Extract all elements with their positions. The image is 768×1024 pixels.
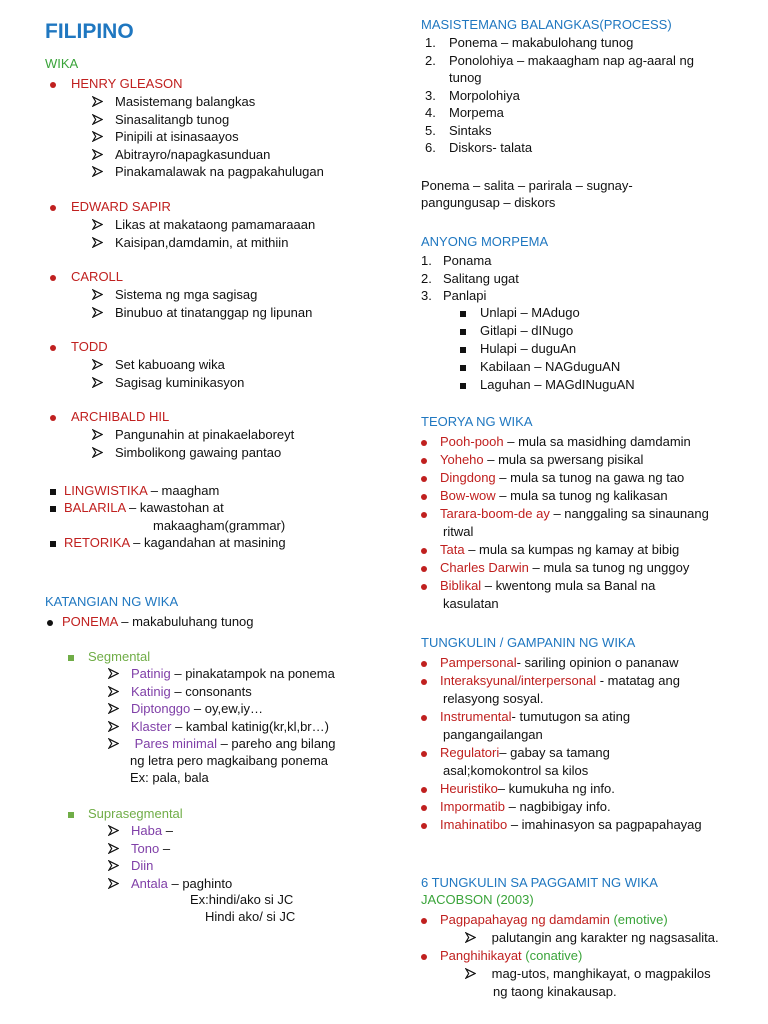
square-bullet-icon xyxy=(460,383,466,389)
arrow-bullet-icon xyxy=(92,149,103,160)
list-item: Instrumental- tumutugon sa ating xyxy=(421,708,630,725)
heading-anyong-morpema: ANYONG MORPEMA xyxy=(421,234,549,249)
term-retorika: RETORIKA – kagandahan at masining xyxy=(50,534,286,551)
list-item: Set kabuoang wika xyxy=(92,356,225,373)
list-item: Klaster – kambal katinig(kr,kl,br…) xyxy=(108,718,329,735)
square-bullet-icon xyxy=(460,365,466,371)
arrow-bullet-icon xyxy=(108,721,119,732)
arrow-bullet-icon xyxy=(92,114,103,125)
author-sapir: EDWARD SAPIR xyxy=(50,198,171,215)
arrow-bullet-icon xyxy=(108,843,119,854)
arrow-bullet-icon xyxy=(465,968,476,979)
list-item: 5. Sintaks xyxy=(425,122,492,138)
list-item: Kabilaan – NAGduguAN xyxy=(460,358,620,375)
bullet-dot-icon xyxy=(421,918,427,924)
list-item: Sinasalitangb tunog xyxy=(92,111,229,128)
list-item: asal;komokontrol sa kilos xyxy=(443,763,589,778)
list-item: Masistemang balangkas xyxy=(92,93,255,110)
balarila-cont: makaagham(grammar) xyxy=(153,518,286,533)
arrow-bullet-icon xyxy=(108,825,119,836)
bullet-dot-icon xyxy=(421,566,427,572)
list-item: 3. Panlapi xyxy=(421,288,487,303)
bullet-dot-icon xyxy=(421,823,427,829)
heading-jakobson-2: JACOBSON (2003) xyxy=(421,892,534,907)
list-item: pangangailangan xyxy=(443,727,543,742)
list-item: Tono – xyxy=(108,840,170,857)
list-item: Tarara-boom-de ay – nanggaling sa sinaunang xyxy=(421,505,709,522)
arrow-bullet-icon xyxy=(92,131,103,142)
list-item: Tata – mula sa kumpas ng kamay at bibig xyxy=(421,541,679,558)
page-title: FILIPINO xyxy=(45,20,134,43)
square-bullet-icon xyxy=(68,655,74,661)
heading-jakobson-1: 6 TUNGKULIN SA PAGGAMIT NG WIKA xyxy=(421,875,658,890)
list-item: 1. Ponema – makabulohang tunog xyxy=(425,35,634,50)
list-item: 2. Salitang ugat xyxy=(421,270,519,286)
arrow-bullet-icon xyxy=(92,447,103,458)
bullet-dot-icon xyxy=(421,494,427,500)
list-item: Bow-wow – mula sa tunog ng kalikasan xyxy=(421,487,668,504)
list-item: Pinipili at isinasaayos xyxy=(92,128,239,145)
bullet-dot-icon xyxy=(47,620,53,626)
author-caroll: CAROLL xyxy=(50,268,123,285)
heading-suprasegmental: Suprasegmental xyxy=(68,805,183,822)
list-item: Abitrayro/napagkasunduan xyxy=(92,146,270,163)
list-item: Patinig – pinakatampok na ponema xyxy=(108,665,335,682)
list-item: Pooh-pooh – mula sa masidhing damdamin xyxy=(421,433,691,450)
list-item: 1. Ponama xyxy=(421,253,492,268)
jakobson-conative-sub: mag-utos, manghikayat, o magpakilos xyxy=(465,965,711,982)
term-balarila: BALARILA – kawastohan at xyxy=(50,499,224,516)
chain-line-2: pangungusap – diskors xyxy=(421,195,556,210)
jakobson-conative: Panghihikayat (conative) xyxy=(421,947,582,964)
heading-katangian: KATANGIAN NG WIKA xyxy=(45,594,179,609)
arrow-bullet-icon xyxy=(108,686,119,697)
list-item: Haba – xyxy=(108,822,173,839)
list-item: Likas at makataong pamamaraaan xyxy=(92,216,315,233)
list-item: kasulatan xyxy=(443,596,499,611)
heading-wika: WIKA xyxy=(45,56,79,71)
jakobson-conative-sub-2: ng taong kinakausap. xyxy=(493,984,617,999)
list-item: Yoheho – mula sa pwersang pisikal xyxy=(421,451,643,468)
arrow-bullet-icon xyxy=(92,237,103,248)
list-item: Hulapi – duguAn xyxy=(460,340,576,357)
arrow-bullet-icon xyxy=(92,429,103,440)
list-item: relasyong sosyal. xyxy=(443,691,544,706)
list-item: Pampersonal- sariling opinion o pananaw xyxy=(421,654,679,671)
heading-segmental: Segmental xyxy=(68,648,150,665)
arrow-bullet-icon xyxy=(92,166,103,177)
arrow-bullet-icon xyxy=(108,860,119,871)
list-item: Dingdong – mula sa tunog na gawa ng tao xyxy=(421,469,684,486)
list-item: Biblikal – kwentong mula sa Banal na xyxy=(421,577,655,594)
bullet-dot-icon xyxy=(421,440,427,446)
list-item: Simbolikong gawaing pantao xyxy=(92,444,281,461)
bullet-dot-icon xyxy=(50,345,56,351)
list-item: Sagisag kuminikasyon xyxy=(92,374,244,391)
term-lingwistika: LINGWISTIKA – maagham xyxy=(50,482,219,499)
arrow-bullet-icon xyxy=(92,219,103,230)
list-item: Impormatib – nagbibigay info. xyxy=(421,798,611,815)
antala-example-2: Hindi ako/ si JC xyxy=(205,909,296,924)
arrow-bullet-icon xyxy=(92,289,103,300)
list-item: Kaisipan,damdamin, at mithiin xyxy=(92,234,288,251)
list-item: Sistema ng mga sagisag xyxy=(92,286,257,303)
list-item: 6. Diskors- talata xyxy=(425,140,533,155)
list-item: Pares minimal – pareho ang bilang xyxy=(108,735,336,752)
jakobson-emotive-sub: palutangin ang karakter ng nagsasalita. xyxy=(465,929,719,946)
square-bullet-icon xyxy=(50,541,56,547)
arrow-bullet-icon xyxy=(92,377,103,388)
bullet-dot-icon xyxy=(50,415,56,421)
list-item: tunog xyxy=(449,70,482,85)
bullet-dot-icon xyxy=(421,512,427,518)
square-bullet-icon xyxy=(50,506,56,512)
bullet-dot-icon xyxy=(421,548,427,554)
bullet-dot-icon xyxy=(421,787,427,793)
item-ponema: PONEMA – makabuluhang tunog xyxy=(47,613,254,630)
list-item: Diin xyxy=(108,857,153,874)
arrow-bullet-icon xyxy=(108,878,119,889)
heading-process: MASISTEMANG BALANGKAS(PROCESS) xyxy=(421,17,672,32)
list-item: Regulatori– gabay sa tamang xyxy=(421,744,610,761)
bullet-dot-icon xyxy=(421,584,427,590)
bullet-dot-icon xyxy=(421,458,427,464)
arrow-bullet-icon xyxy=(92,96,103,107)
bullet-dot-icon xyxy=(421,805,427,811)
jakobson-emotive: Pagpapahayag ng damdamin (emotive) xyxy=(421,911,668,928)
list-item: Gitlapi – dINugo xyxy=(460,322,573,339)
bullet-dot-icon xyxy=(421,954,427,960)
author-hil: ARCHIBALD HIL xyxy=(50,408,169,425)
square-bullet-icon xyxy=(460,311,466,317)
square-bullet-icon xyxy=(50,489,56,495)
arrow-bullet-icon xyxy=(108,738,119,749)
list-item: 3. Morpolohiya xyxy=(425,87,520,103)
arrow-bullet-icon xyxy=(92,359,103,370)
list-item: Unlapi – MAdugo xyxy=(460,304,580,321)
antala-example-1: Ex:hindi/ako si JC xyxy=(190,892,294,907)
bullet-dot-icon xyxy=(421,661,427,667)
arrow-bullet-icon xyxy=(465,932,476,943)
square-bullet-icon xyxy=(68,812,74,818)
list-item: Imahinatibo – imahinasyon sa pagpapahayag xyxy=(421,816,702,833)
author-todd: TODD xyxy=(50,338,108,355)
list-item: Pinakamalawak na pagpakahulugan xyxy=(92,163,324,180)
bullet-dot-icon xyxy=(421,476,427,482)
bullet-dot-icon xyxy=(50,275,56,281)
list-item: Antala – paghinto xyxy=(108,875,232,892)
author-gleason: HENRY GLEASON xyxy=(50,75,183,92)
square-bullet-icon xyxy=(460,347,466,353)
heading-tungkulin: TUNGKULIN / GAMPANIN NG WIKA xyxy=(421,635,636,650)
list-item: Binubuo at tinatanggap ng lipunan xyxy=(92,304,312,321)
bullet-dot-icon xyxy=(421,679,427,685)
list-item: Heuristiko– kumukuha ng info. xyxy=(421,780,615,797)
bullet-dot-icon xyxy=(421,751,427,757)
chain-line-1: Ponema – salita – parirala – sugnay- xyxy=(421,178,633,193)
heading-teorya: TEORYA NG WIKA xyxy=(421,414,533,429)
bullet-dot-icon xyxy=(50,205,56,211)
list-item: Laguhan – MAGdINuguAN xyxy=(460,376,635,393)
list-item: Pangunahin at pinakaelaboreyt xyxy=(92,426,294,443)
bullet-dot-icon xyxy=(421,715,427,721)
arrow-bullet-icon xyxy=(108,703,119,714)
pares-cont-2: Ex: pala, bala xyxy=(130,770,209,785)
arrow-bullet-icon xyxy=(92,307,103,318)
pares-cont-1: ng letra pero magkaibang ponema xyxy=(130,753,329,768)
bullet-dot-icon xyxy=(50,82,56,88)
arrow-bullet-icon xyxy=(108,668,119,679)
list-item: Interaksyunal/interpersonal - matatag ang xyxy=(421,672,680,689)
list-item: Charles Darwin – mula sa tunog ng unggoy xyxy=(421,559,689,576)
list-item: 2. Ponolohiya – makaagham nap ag-aaral ng xyxy=(425,52,695,68)
list-item: Katinig – consonants xyxy=(108,683,252,700)
list-item: ritwal xyxy=(443,524,474,539)
list-item: 4. Morpema xyxy=(425,105,504,120)
square-bullet-icon xyxy=(460,329,466,335)
list-item: Diptonggo – oy,ew,iy… xyxy=(108,700,263,717)
